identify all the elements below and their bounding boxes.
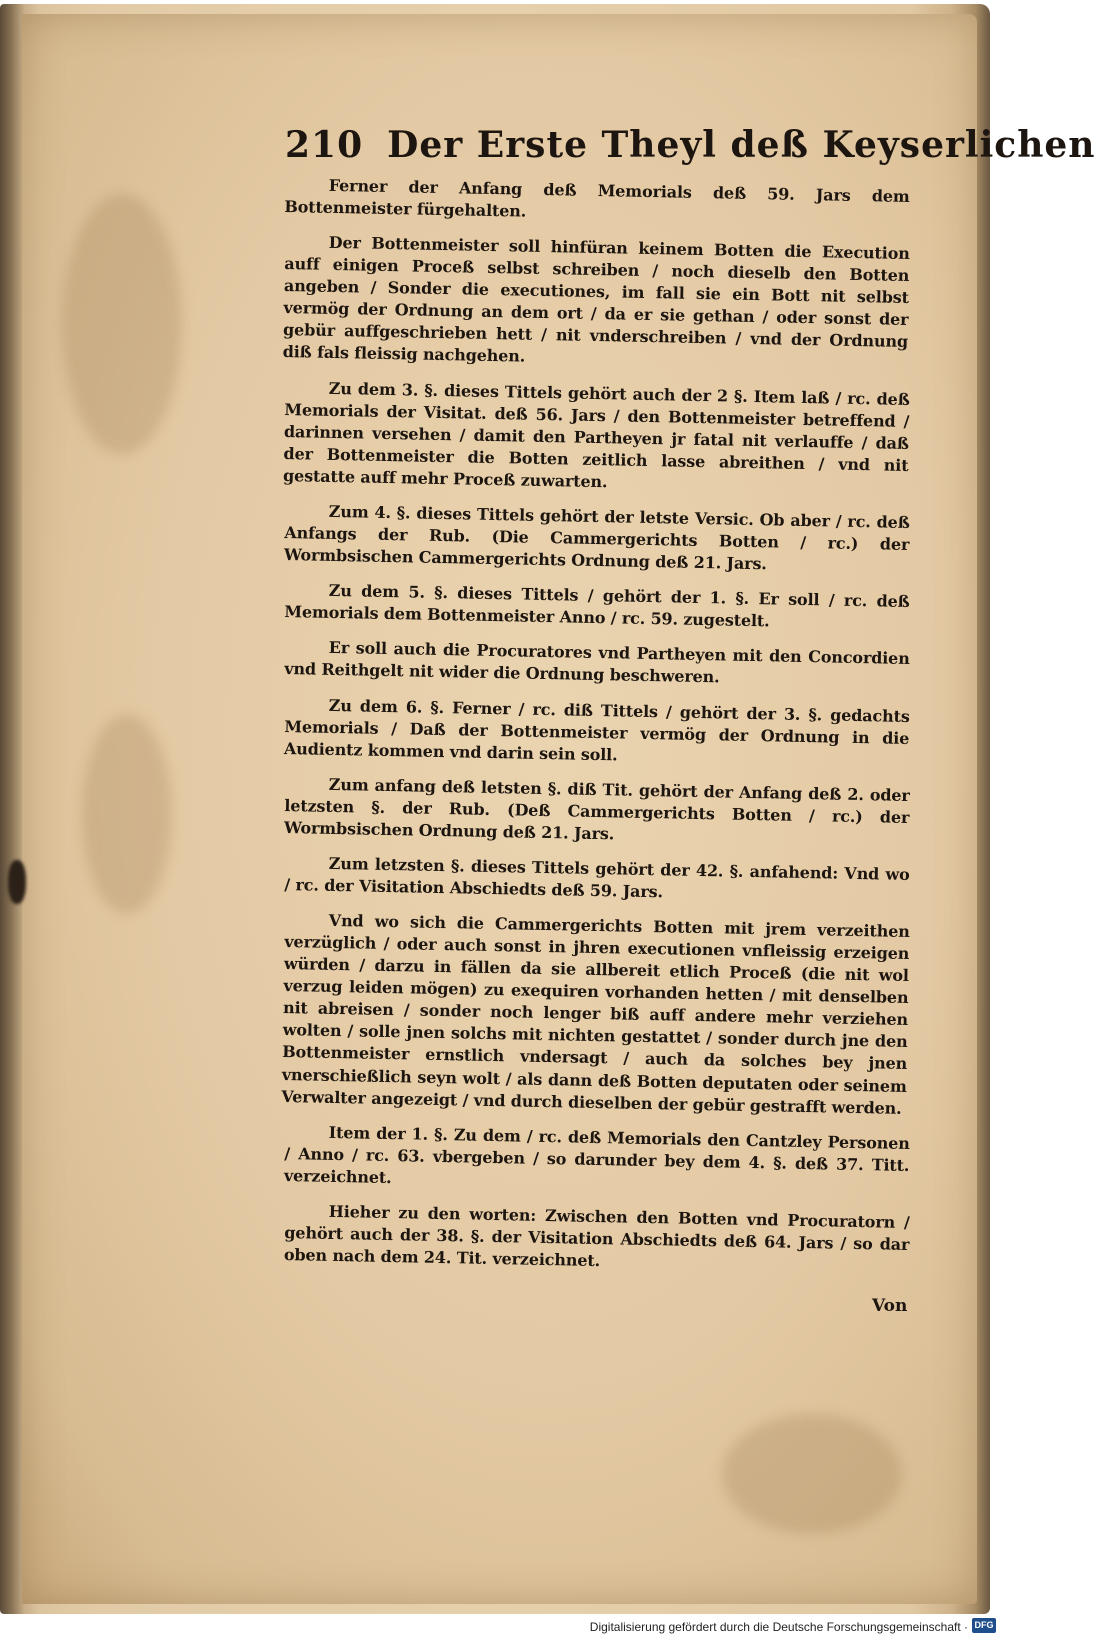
footer-credit: Digitalisierung gefördert durch die Deutsche Forschungsgemeinschaft · xyxy=(589,1620,968,1634)
catchword: Von xyxy=(872,1296,908,1316)
paragraph: Ferner der Anfang deß Memorials deß 59. Jars dem Bottenmeister fürgehalten. xyxy=(284,175,910,221)
page-number: 210 xyxy=(285,124,364,166)
paragraph: Zum anfang deß letsten §. diß Tit. gehört der Anfang deß 2. oder letzsten §. der Rub. (Deß Cammergerichts Botten / rc.) der Wormbsischen Ordnung deß 21. Jars. xyxy=(283,774,910,844)
paragraph: Zu dem 3. §. dieses Tittels gehört auch der 2 §. Item laß / rc. deß Memorials der Visitat. deß 56. Jars / den Bottenmeister betreffend / darinnen versehen / damit den Partheyen jr fatal nit verlauffe / daß der Bottenmeister die Botten zeitlich lasse abreithen / vnd nit gestatte auff mehr Proceß zuwarten. xyxy=(282,378,910,492)
paragraph: Zum 4. §. dieses Tittels gehört der letste Versic. Ob aber / rc. deß Anfangs der Rub. (Die Cammergerichts Botten / rc.) der Wormbsischen Cammergerichts Ordnung deß 21. Jars. xyxy=(283,501,910,574)
ink-blot xyxy=(8,860,26,904)
paragraph: Zu dem 6. §. Ferner / rc. diß Tittels / gehört der 3. §. gedachts Memorials / Daß der Bottenmeister vermög der Ordnung in die Audientz kommen vnd darin sein soll. xyxy=(283,695,910,765)
running-head xyxy=(285,122,1095,168)
running-head-title: Der Erste Theyl deß Keyserlichen xyxy=(387,124,1095,166)
paragraph: Zu dem 5. §. dieses Tittels / gehört der 1. §. Er soll / rc. deß Memorials dem Bottenmeister Anno / rc. 59. zugestelt. xyxy=(284,581,910,631)
paper-stain xyxy=(82,714,172,914)
paragraph: Zum letzsten §. dieses Tittels gehört der 42. §. anfahend: Vnd wo / rc. der Visitation Abschiedts deß 59. Jars. xyxy=(284,853,910,902)
text-block xyxy=(281,122,1095,1279)
dfg-logo-icon: DFG xyxy=(972,1618,996,1633)
paragraph: Er soll auch die Procuratores vnd Partheyen mit den Concordien vnd Reithgelt nit wider die Ordnung beschweren. xyxy=(284,638,910,687)
paragraph: Vnd wo sich die Cammergerichts Botten mit jrem verzeithen verzüglich / oder auch sonst in jhren executionen vnfleissig erzeigen würden / darzu in fällen da sie allbereit etlich Proceß (die nit wol verzug leiden mögen) zu exequiren vorhanden hetten / mit denselben nit abreisen / sonder noch lenger biß auff andere mehr verziehen wolten / solle jnen solchs mit nichten gestattet / sonder durch jne den Bottenmeister ernstlich vndersagt / auch da solches bey jnen vnerschießlich seyn wolt / als dann deß Botten deputaten oder seinem Verwalter angezeigt / vnd durch dieselben der gebür gestrafft werden. xyxy=(281,911,910,1118)
paragraph: Hieher zu den worten: Zwischen den Botten vnd Procuratorn / gehört auch der 38. §. der Visitation Abschiedts deß 64. Jars / so dar oben nach dem 24. Tit. verzeichnet. xyxy=(283,1201,910,1271)
paper-stain xyxy=(62,194,182,454)
paragraph: Der Bottenmeister soll hinfüran keinem Botten die Execution auff einigen Proceß selbst schreiben / noch dieselb den Botten angeben / Sonder die executiones, im fall sie ein Bott nit selbst vermög der Ordnung an dem ort / da er sie gethan / oder sonst der gebür auffgeschrieben hett / nit vnderschreiben / vnd der Ordnung diß fals fleissig nachgehen. xyxy=(282,233,910,367)
paragraph: Item der 1. §. Zu dem / rc. deß Memorials den Cantzley Personen / Anno / rc. 63. vbergeben / so darunder bey dem 4. §. deß 37. Titt. verzeichnet. xyxy=(283,1122,910,1188)
paper-stain xyxy=(722,1414,902,1534)
